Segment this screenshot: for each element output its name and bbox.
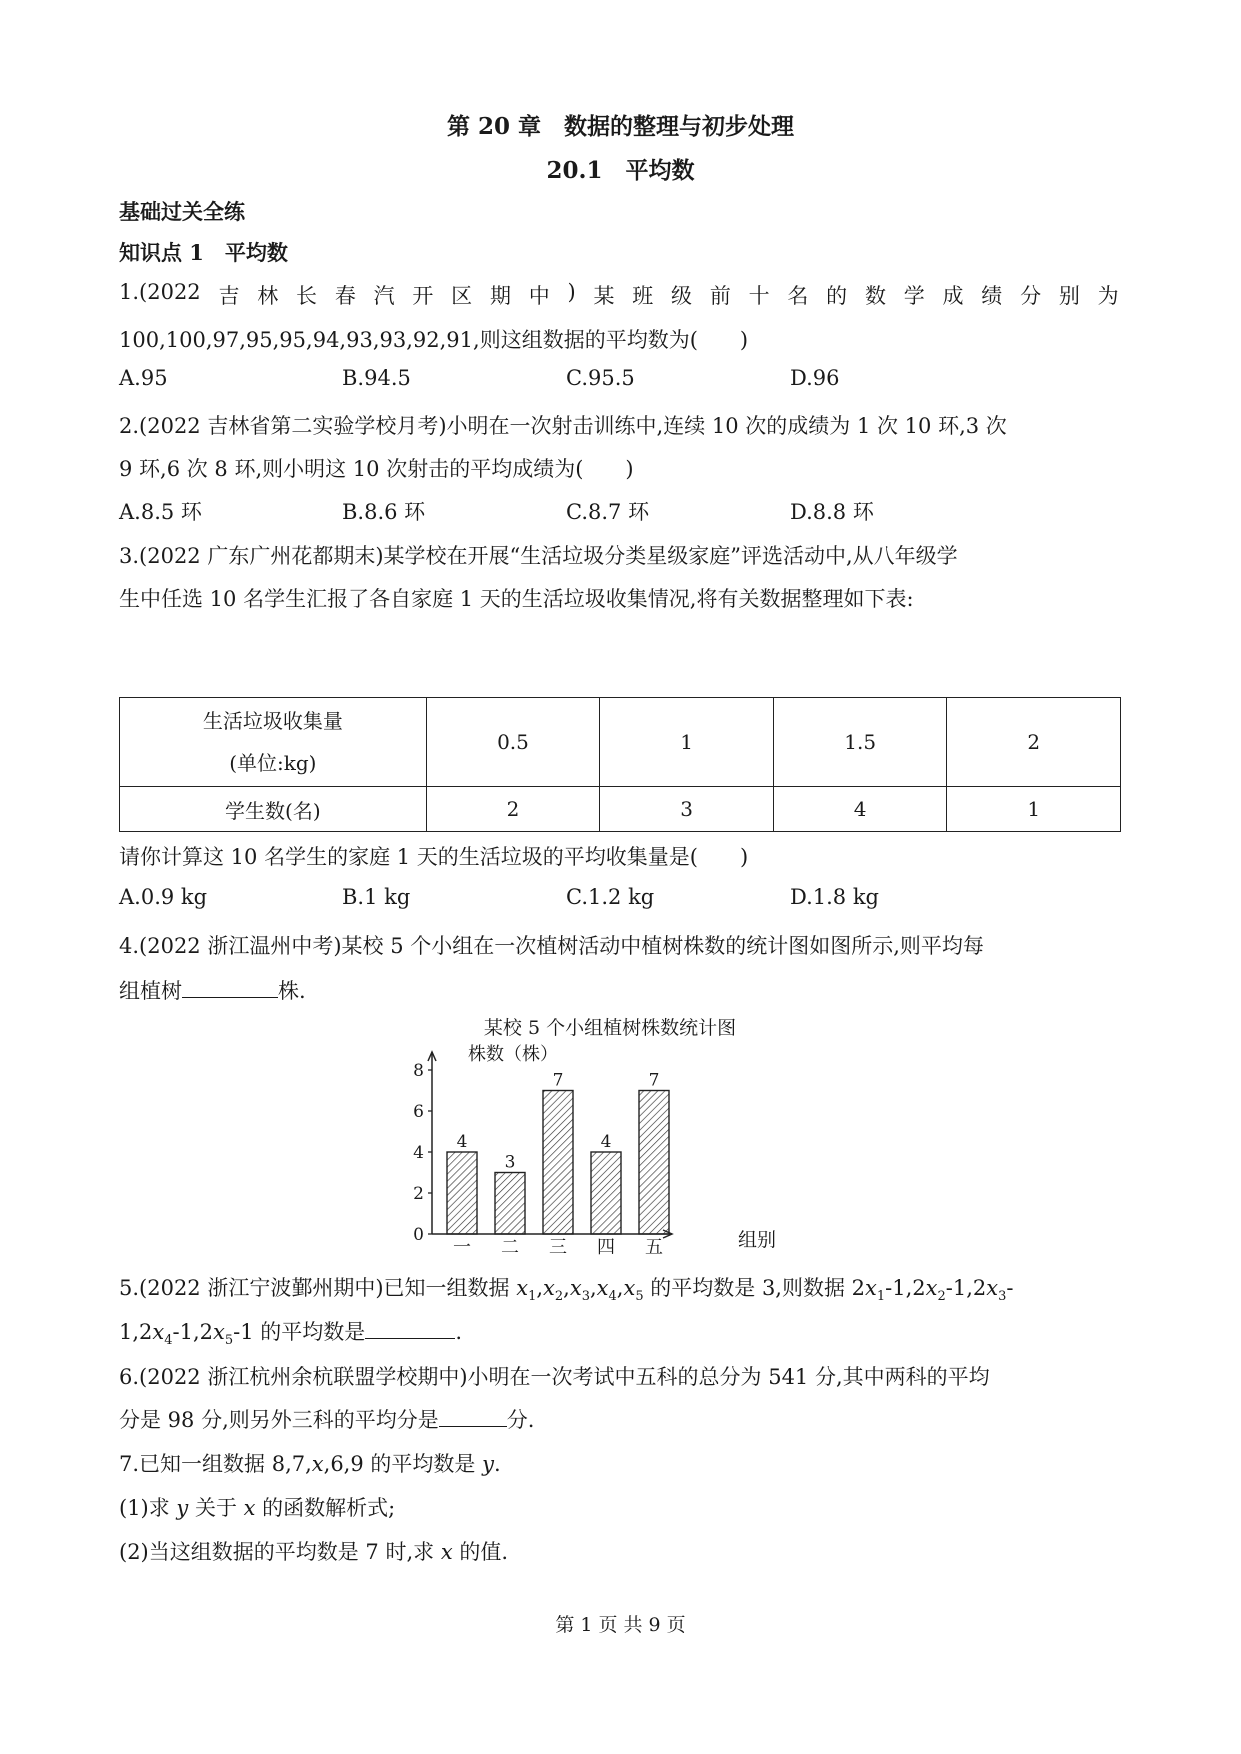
q3-option-d: D.1.8 kg [790,885,880,909]
table-cell: 2 [947,698,1121,787]
q5-transformed-vars-a: $2x_1-1,2x_2-1,2x_3-$ [851,1276,1014,1305]
x-tick-label: 三 [549,1237,567,1258]
q1-line1-char: 区 [451,284,473,308]
y-axis-ticks [413,1061,432,1245]
y-tick-label: 8 [413,1061,424,1081]
q1-line1-char: 数 [864,284,886,308]
q7-part2 [119,1536,508,1566]
q1-line1-char: 期 [489,284,511,308]
q1-option-b: B.94.5 [342,366,411,390]
q5-transformed-vars-b: $1,2x_4-1,2x_5-1$ [119,1320,254,1349]
bar [591,1152,621,1234]
table-row [120,787,1121,832]
q7-part1 [119,1492,395,1522]
q1-line1-char: 成 [942,284,964,308]
y-tick-label: 6 [413,1102,424,1122]
y-tick-label: 4 [413,1143,424,1163]
q5-line2 [119,1316,462,1348]
q6-line2 [119,1404,534,1434]
q3-options [0,885,1241,915]
table-cell: 4 [773,787,947,832]
chart-bars [447,1091,669,1235]
var-x: x [243,1496,256,1520]
q7-part1-end: 的函数解析式; [255,1496,396,1520]
q1-line1-char: 学 [903,284,925,308]
q7-text: 7.已知一组数据 8,7, [119,1452,312,1476]
q1-line1-char: 分 [1020,284,1042,308]
q3-line1: 3.(2022 广东广州花都期末)某学校在开展“生活垃圾分类星级家庭”评选活动中,从八年级学 [119,544,958,568]
q5-text-end: . [455,1320,462,1344]
table-cell: 1 [600,698,773,787]
q1-line1-char: 1.(2022 [119,280,201,304]
q1-line1-char: 林 [257,284,279,308]
q7-part2-text: (2)当这组数据的平均数是 7 时,求 [119,1540,441,1564]
bar-value-label: 7 [552,1070,564,1091]
section-title: 20.1 平均数 [546,157,695,184]
q4-text: 组植树 [119,979,182,1003]
q2-option-b: B.8.6 环 [342,500,426,524]
var-y: y [482,1452,494,1476]
q1-line1-char: 为 [1097,284,1119,308]
var-x: x [440,1540,453,1564]
q1-line1 [119,280,1119,310]
bar [543,1091,573,1235]
q1-line1-char: 开 [412,284,434,308]
knowledge-point-heading: 知识点 1 平均数 [119,240,288,265]
q7-text-mid: ,6,9 的平均数是 [323,1452,483,1476]
x-tick-label: 二 [501,1237,519,1258]
chart-title: 某校 5 个小组植树株数统计图 [483,1017,737,1039]
x-tick-label: 一 [453,1237,471,1258]
q6-text-end: 分. [506,1408,535,1432]
q1-option-c: C.95.5 [566,366,635,390]
q5-line1 [119,1272,1014,1304]
bar-value-label: 3 [504,1152,516,1173]
q4-text-end: 株. [278,979,306,1003]
bar [495,1173,525,1235]
table-cell: 0.5 [426,698,600,787]
q1-line2: 100,100,97,95,95,94,93,93,92,91,则这组数据的平均数为( ) [119,328,749,352]
tree-planting-bar-chart [413,1010,800,1260]
q2-option-d: D.8.8 环 [790,500,874,524]
q1-line1-char: 班 [632,284,654,308]
q2-line2: 9 环,6 次 8 环,则小明这 10 次射击的平均成绩为( ) [119,457,634,481]
q1-line1-char: 别 [1058,284,1080,308]
answer-blank [439,1408,507,1427]
table-header-line: 生活垃圾收集量 [202,709,343,733]
q6-line1: 6.(2022 浙江杭州余杭联盟学校期中)小明在一次考试中五科的总分为 541 分,其中两科的平均 [119,1365,990,1389]
q5-text: 5.(2022 浙江宁波鄞州期中)已知一组数据 [119,1276,517,1300]
x-axis-ticks [453,1237,663,1258]
q7-text-end: . [493,1452,501,1476]
q7-part2-end: 的值. [452,1540,509,1564]
q7-part1-mid: 关于 [188,1496,244,1520]
q6-text: 分是 98 分,则另外三科的平均分是 [119,1408,439,1432]
q2-option-c: C.8.7 环 [566,500,650,524]
q2-line1: 2.(2022 吉林省第二实验学校月考)小明在一次射击训练中,连续 10 次的成绩为 1 次 10 环,3 次 [119,414,1007,438]
q2-options [0,496,1241,526]
table-row [120,698,1121,787]
q5-data-vars: $x_1,x_2,x_3,x_4,x_5$ [516,1276,644,1305]
page-footer: 第 1 页 共 9 页 [555,1614,686,1636]
table-header-cell [120,698,427,787]
q3-option-b: B.1 kg [342,885,411,909]
table-cell: 1 [947,787,1121,832]
chapter-title: 第 20 章 数据的整理与初步处理 [446,113,795,140]
q1-line1-char: 春 [334,284,356,308]
garbage-data-table [119,697,1121,832]
x-tick-label: 五 [645,1237,663,1258]
q1-line1-char: 吉 [218,284,240,308]
x-tick-label: 四 [597,1237,615,1258]
q3-option-c: C.1.2 kg [566,885,655,909]
q3-option-a: A.0.9 kg [119,885,208,909]
q1-line1-char: 十 [748,284,770,308]
bar [447,1152,477,1234]
var-y: y [176,1496,189,1520]
bar-value-label: 4 [600,1132,612,1152]
q1-line1-char: 中 [528,284,550,308]
answer-blank [365,1320,455,1339]
q1-line1-char: 名 [787,284,809,308]
q1-option-a: A.95 [119,366,168,390]
q1-option-d: D.96 [790,366,840,390]
y-tick-label: 0 [413,1225,424,1245]
q1-line1-char: 级 [671,284,693,308]
table-header-unit: (单位:kg) [229,751,317,775]
table-cell: 3 [600,787,773,832]
bar-value-label: 7 [648,1070,660,1091]
q3-question: 请你计算这 10 名学生的家庭 1 天的生活垃圾的平均收集量是( ) [119,845,749,869]
q1-line1-char: 绩 [981,284,1003,308]
q1-line1-char: 长 [296,284,318,308]
q1-line1-char: 某 [593,284,615,308]
q2-option-a: A.8.5 环 [119,500,202,524]
x-axis-label: 组别 [738,1229,777,1251]
q3-line2: 生中任选 10 名学生汇报了各自家庭 1 天的生活垃圾收集情况,将有关数据整理如下表: [119,587,914,611]
q5-text-mid: 的平均数是 3,则数据 [643,1276,852,1300]
var-x: x [311,1452,324,1476]
q7-part1-text: (1)求 [119,1496,177,1520]
q1-line1-char: 的 [826,284,848,308]
q1-line1-char: 前 [709,284,731,308]
exercise-section-label: 基础过关全练 [119,199,245,224]
table-cell: 2 [426,787,600,832]
q1-line1-char: ) [567,280,576,304]
y-tick-label: 2 [413,1184,424,1204]
bar [639,1091,669,1235]
q4-line1: 4.(2022 浙江温州中考)某校 5 个小组在一次植树活动中植树株数的统计图如图所示,则平均每 [119,934,984,958]
q4-line2 [119,975,306,1005]
q7-line1 [119,1448,501,1478]
y-axis-label: 株数（株） [468,1044,558,1065]
bar-value-label: 4 [456,1132,468,1152]
table-header-cell: 学生数(名) [120,787,427,832]
answer-blank [182,979,278,998]
q5-text-post: 的平均数是 [253,1320,366,1344]
table-cell: 1.5 [773,698,947,787]
q1-options [0,366,1241,396]
q1-line1-char: 汽 [373,284,395,308]
